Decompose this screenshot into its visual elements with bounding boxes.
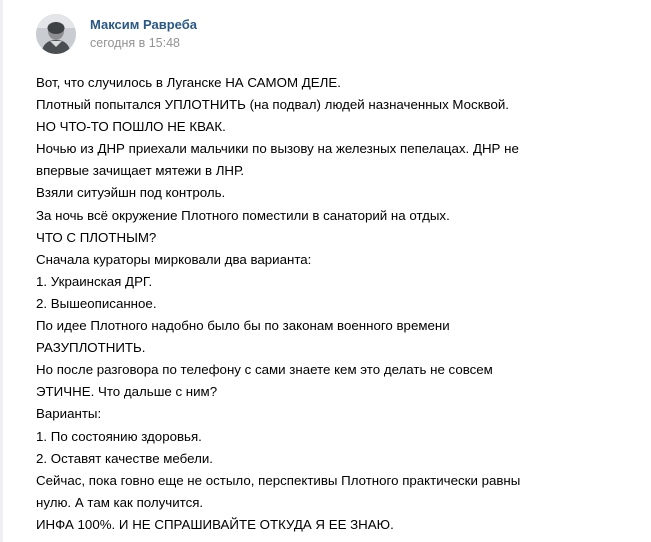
post-timestamp[interactable]: сегодня в 15:48 xyxy=(90,36,180,50)
post-text-line: впервые зачищает мятежи в ЛНР. xyxy=(36,163,245,179)
post-header xyxy=(36,12,636,56)
author-avatar[interactable] xyxy=(36,14,76,54)
post-text-line: Но после разговора по телефону с сами знаете кем это делать не совсем xyxy=(36,362,493,378)
left-divider xyxy=(0,0,3,542)
post-text-line: 2. Оставят качестве мебели. xyxy=(36,450,213,466)
author-block xyxy=(90,16,197,52)
post-text-line: Сначала кураторы мирковали два варианта: xyxy=(36,251,312,267)
post-text-line: 1. Украинская ДРГ. xyxy=(36,273,153,289)
post-text xyxy=(36,72,636,536)
post-text-line: Варианты: xyxy=(36,406,102,422)
author-name-link[interactable]: Максим Равреба xyxy=(90,17,197,32)
post-text-line: По идее Плотного надобно было бы по законам военного времени xyxy=(36,318,450,334)
post-text-line: 2. Вышеописанное. xyxy=(36,295,157,311)
post-text-line: НО ЧТО-ТО ПОШЛО НЕ КВАК. xyxy=(36,119,226,135)
post-text-line: Взяли ситуэйшн под контроль. xyxy=(36,185,226,201)
post-text-line: ЭТИЧНЕ. Что дальше с ним? xyxy=(36,384,218,400)
post-text-line: нулю. А там как получится. xyxy=(36,494,204,510)
post-text-line: За ночь всё окружение Плотного поместили в санаторий на отдых. xyxy=(36,207,450,223)
post-text-line: Сейчас, пока говно еще не остыло, перспективы Плотного практически равны xyxy=(36,472,521,488)
wall-post xyxy=(36,12,636,536)
post-text-line: Ночью из ДНР приехали мальчики по вызову на железных пепелацах. ДНР не xyxy=(36,141,519,157)
avatar-photo xyxy=(36,14,76,54)
post-text-line: Плотный попытался УПЛОТНИТЬ (на подвал) людей назначенных Москвой. xyxy=(36,97,509,113)
post-text-line: Вот, что случилось в Луганске НА САМОМ ДЕЛЕ. xyxy=(36,75,341,90)
post-text-line: 1. По состоянию здоровья. xyxy=(36,428,202,444)
post-text-line: РАЗУПЛОТНИТЬ. xyxy=(36,340,146,356)
post-text-line: ИНФА 100%. И НЕ СПРАШИВАЙТЕ ОТКУДА Я ЕЕ ЗНАЮ. xyxy=(36,516,394,532)
post-text-line: ЧТО С ПЛОТНЫМ? xyxy=(36,229,157,245)
